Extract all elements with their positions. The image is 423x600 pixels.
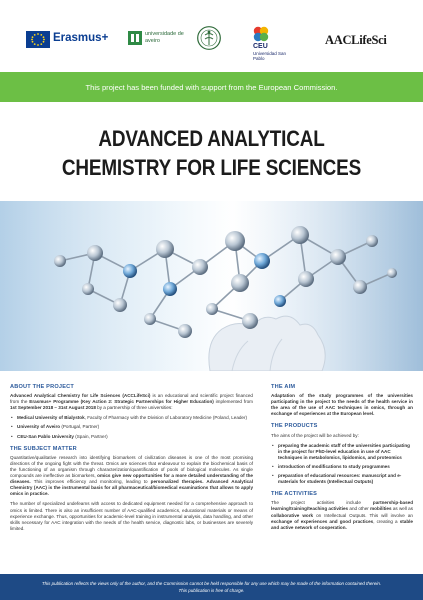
disclaimer-line-1: This publication reflects the views only of the author, and the Commission cannot be held responsible for any use which may be made of the information contained therein. <box>41 581 382 586</box>
products-intro: The aims of the project will be achieved by: <box>271 432 359 438</box>
activities-text-4: on Intellectual Outputs. This will involve an <box>313 512 413 518</box>
right-column <box>271 384 413 537</box>
about-intro-text-3: by a partnership of three universities: <box>95 405 173 411</box>
subject-section <box>10 446 253 532</box>
partner-name: Medical University of Bialystok <box>17 415 85 421</box>
subject-paragraph-1 <box>10 455 253 498</box>
about-heading: ABOUT THE PROJECT <box>10 384 75 390</box>
activities-emphasis-1: partnership-based learning/training/teaching activities <box>271 500 413 512</box>
left-column <box>10 384 253 538</box>
ceu-logo <box>253 26 295 61</box>
activities-heading: THE ACTIVITIES <box>271 491 318 498</box>
list-item <box>10 415 253 421</box>
subject-text-1: Quantitative/qualitative research into identifying biomarkers of civilization diseases is one of the most promising directions of the ongoing fight with the threat. Omics are sciences that endeavour to explain the biochemical basis of the functioning of an organism through characterization/quantification of pools of biological molecules. As single compounds are ineffective as biomarkers, <box>10 454 253 479</box>
list-item <box>271 443 413 461</box>
partner-detail: (Portugal, Partner) <box>60 424 100 430</box>
eu-flag-icon <box>26 31 50 48</box>
aveiro-logo <box>128 31 188 47</box>
subject-heading: THE SUBJECT MATTER <box>10 445 77 452</box>
product-item: preparation of educational resources: manuscript and e-materials for students (Intellectual Outputs) <box>278 473 402 485</box>
aim-text <box>271 393 413 417</box>
erasmus-logo <box>26 31 112 49</box>
partner-detail: , Faculty of Pharmacy with the Division of Laboratory Medicine (Poland, Leader) <box>84 415 248 421</box>
molecule-illustration <box>0 201 423 371</box>
activities-text-2: and other <box>348 506 371 512</box>
hero-image <box>0 201 423 371</box>
partner-detail: (Spain, Partner) <box>73 433 108 439</box>
subject-text-2: This improves efficiency and monitoring, leading to <box>30 479 151 485</box>
erasmus-wordmark: Erasmus+ <box>53 32 109 44</box>
product-item: introduction of modifications to study programmes <box>278 463 390 469</box>
partner-list <box>10 415 253 439</box>
partner-name: CEU-San Pablo University <box>17 433 74 439</box>
about-intro-project-name: Advanced Analytical Chemistry for Life Sciences (ACCLifeSci) <box>10 393 151 399</box>
subject-emphasis-1: omics give new opportunities for a more detailed understanding of the diseases. <box>10 473 253 485</box>
ceu-subtitle: Universidad San Pablo <box>253 51 287 61</box>
activities-emphasis-3: collaborative work <box>271 512 314 518</box>
activities-section <box>271 491 413 531</box>
products-section <box>271 423 413 485</box>
about-intro-dates: 1st September 2018 – 31st August 2018 <box>10 405 96 411</box>
products-heading: THE PRODUCTS <box>271 423 318 430</box>
aim-section <box>271 384 413 417</box>
activities-text-5: , creating a <box>373 518 400 524</box>
aveiro-mark-icon <box>128 31 142 45</box>
list-item <box>10 434 253 440</box>
page-title <box>30 124 394 182</box>
title-line-2: CHEMISTRY FOR LIFE SCIENCES <box>61 155 362 180</box>
aim-heading: THE AIM <box>271 384 296 390</box>
logo-bar <box>0 0 423 70</box>
activities-text <box>271 500 413 530</box>
aaclifesci-wordmark: AACLifeSci <box>325 32 387 47</box>
subject-emphasis-2: personalized therapies. Advanced Analytical Chemistry (AAC) is the instrumental basis for all pharmaceutical/biomedical examinations that allows to apply omics in practice. <box>10 479 253 497</box>
aaclifesci-logo <box>325 32 405 48</box>
activities-emphasis-4: exchange of experiences and good practices <box>271 518 374 524</box>
disclaimer-line-2: This publication is free of charge. <box>178 588 245 593</box>
aim-text-bold: Adaptation of the study programmes of the universities participating in the project to the needs of the health service in the area of the use of AAC techniques in omics, through an exchange of experiences at the European level. <box>271 393 413 417</box>
title-line-1: ADVANCED ANALYTICAL <box>98 126 325 151</box>
about-intro <box>10 393 253 411</box>
partner-name: University of Aveiro <box>17 424 61 430</box>
ceu-mark-icon <box>253 26 269 42</box>
activities-text-3: as well as <box>391 506 414 512</box>
list-item <box>271 464 413 470</box>
activities-emphasis-5: stable and active network of cooperation. <box>271 518 413 530</box>
university-seal-icon <box>197 26 221 50</box>
aveiro-wordmark: universidade de aveiro <box>145 31 184 44</box>
list-item <box>271 473 413 485</box>
funding-banner-text: This project has been funded with support from the European Commission. <box>85 82 338 92</box>
funding-banner <box>0 72 423 102</box>
about-intro-text-1: is an educational and scientific project financed from the <box>10 393 253 405</box>
products-list <box>271 443 413 486</box>
list-item <box>10 424 253 430</box>
disclaimer-footer <box>0 574 423 600</box>
about-section <box>10 384 253 440</box>
bialystok-seal <box>197 26 221 50</box>
activities-text-1: The project activities include <box>271 500 373 506</box>
product-item: preparing the academic staff of the universities participating in the project for PhD-level education in use of AAC techniques in metabolomics, lipidomics, and proteomics <box>278 442 410 460</box>
subject-paragraph-2: The number of specialized undefeams with access to dedicated equipment needed for a comprehensive approach to omics is limited. There is also an insufficient number of AAC-qualified academics, educational materials or means of experience exchange. Thus, opportunities for academic-level training in instrumental analysis, data handling, and other skills necessary for AAC integration with the needs of the health service, diagnostic labs, or businesses are severely limited. <box>10 501 253 531</box>
activities-emphasis-2: mobilities <box>370 506 392 512</box>
ceu-wordmark: CEU <box>253 43 268 50</box>
about-intro-programme: Erasmus+ Programme (Key Action 2: Strategic Partnerships for Higher Education) <box>29 399 214 405</box>
about-intro-text-2: implemented from <box>213 399 253 405</box>
